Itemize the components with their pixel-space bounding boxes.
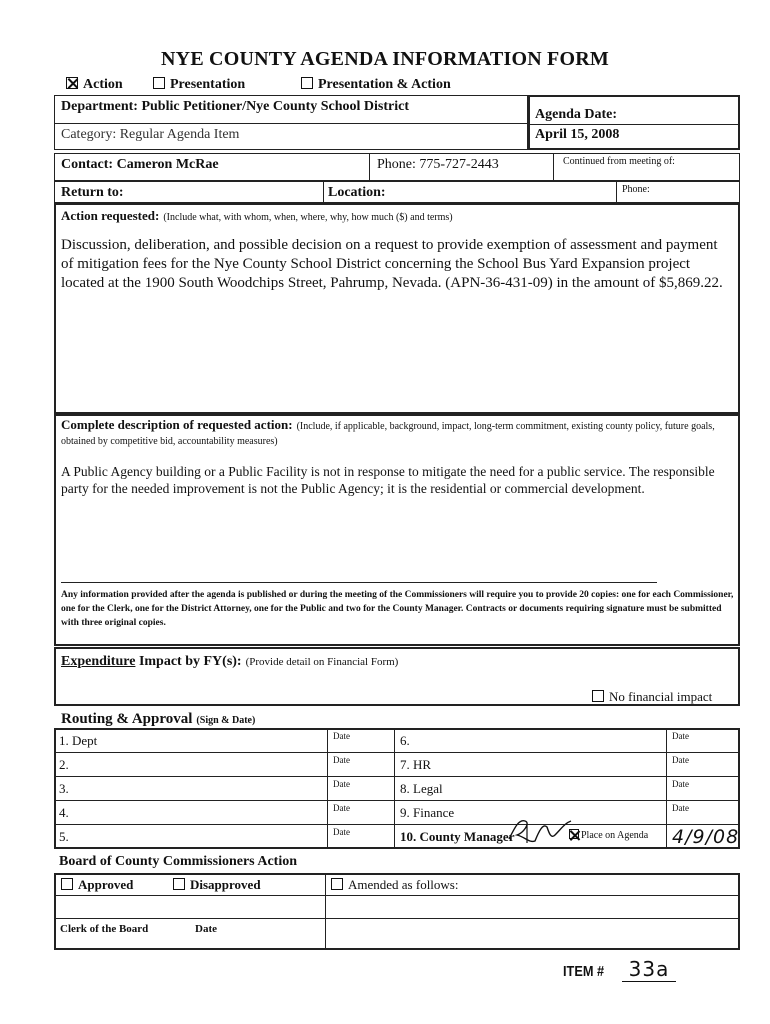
date-label[interactable]: Date <box>333 755 350 765</box>
divider <box>325 873 326 950</box>
divider <box>54 123 530 124</box>
checkbox-icon[interactable] <box>61 878 73 890</box>
agenda-date-value[interactable]: April 15, 2008 <box>535 127 620 142</box>
date-label[interactable]: Date <box>672 755 689 765</box>
agenda-date-label: Agenda Date: <box>535 107 618 122</box>
complete-description-header: Complete description of requested action: (Include, if applicable, background, impact, long-term commitment, existing county policy, future goals, obtained by competitive bid, accountability measures) <box>61 417 715 447</box>
date-label[interactable]: Date <box>333 827 350 837</box>
complete-description-text[interactable]: A Public Agency building or a Public Facility is not in response to mitigate the need for a public service. The responsible party for the needed improvement is not the Public Agency; it is the residential or commercial development. <box>61 464 715 496</box>
divider <box>54 918 740 919</box>
checkbox-checked-icon[interactable] <box>569 829 579 839</box>
expenditure-header: Expenditure Impact by FY(s): (Provide detail on Financial Form) <box>61 654 399 669</box>
divider <box>54 752 740 753</box>
manager-signature-icon <box>505 813 575 849</box>
category-field[interactable]: Category: Regular Agenda Item <box>61 127 240 142</box>
checkbox-icon[interactable] <box>331 878 343 890</box>
divider <box>54 824 740 825</box>
action-requested-header: Action requested: (Include what, with whom, when, where, why, how much ($) and terms) <box>61 208 453 223</box>
clerk-label: Clerk of the Board <box>60 923 149 935</box>
clerk-date-label: Date <box>195 923 217 935</box>
return-to-field[interactable]: Return to: <box>61 185 124 200</box>
date-label[interactable]: Date <box>333 731 350 741</box>
divider <box>327 728 328 849</box>
approved-option[interactable]: Approved <box>61 877 133 893</box>
divider <box>323 181 324 203</box>
divider <box>527 124 740 125</box>
option-action[interactable]: Action <box>66 77 123 93</box>
action-requested-text[interactable]: Discussion, deliberation, and possible decision on a request to provide exemption of assessment and payment of mitigation fees for the Nye County School District concerning the School Bus Yard Expansion project located at the 1900 South Woodchips Street, Pahrump, Nevada. (APN-36-431-09) in the amount of $5,869.22. <box>61 237 723 291</box>
place-on-agenda[interactable]: Place on Agenda <box>569 829 648 841</box>
copies-notice: Any information provided after the agenda is published or during the meeting of the Commissioners will require you to provide 20 copies: one for each Commissioner, one for the Clerk, one for the District Attorney, one for the Public and two for the County Manager. Contracts or documents requiring signature must be submitted with three original copies. <box>61 590 734 628</box>
item-number[interactable]: 33a <box>622 957 676 982</box>
routing-cell[interactable]: 2. <box>59 757 69 772</box>
divider <box>369 153 370 181</box>
routing-cell[interactable]: 8. Legal <box>400 781 443 796</box>
phone2-field[interactable]: Phone: <box>622 184 650 195</box>
routing-header: Routing & Approval (Sign & Date) <box>61 711 256 727</box>
divider <box>666 728 667 849</box>
option-presentation-action[interactable]: Presentation & Action <box>301 77 451 93</box>
routing-cell-county-manager[interactable]: 10. County Manager <box>400 829 515 844</box>
divider <box>54 800 740 801</box>
routing-cell[interactable]: 3. <box>59 781 69 796</box>
contact-field[interactable]: Contact: Cameron McRae <box>61 157 219 172</box>
department-field[interactable]: Department: Public Petitioner/Nye County School District <box>61 99 409 114</box>
phone-field[interactable]: Phone: 775-727-2443 <box>377 157 499 172</box>
checkbox-icon[interactable] <box>173 878 185 890</box>
date-label[interactable]: Date <box>333 803 350 813</box>
routing-cell[interactable]: 6. <box>400 733 410 748</box>
checkbox-icon[interactable] <box>301 77 313 89</box>
date-label[interactable]: Date <box>672 731 689 741</box>
location-field[interactable]: Location: <box>328 185 386 200</box>
action-requested-box <box>54 203 740 414</box>
divider <box>394 728 395 849</box>
checkbox-icon[interactable] <box>592 690 604 702</box>
divider <box>616 181 617 203</box>
divider <box>553 153 554 181</box>
date-label[interactable]: Date <box>333 779 350 789</box>
disapproved-option[interactable]: Disapproved <box>173 877 261 893</box>
checkbox-checked-icon[interactable] <box>66 77 78 89</box>
no-financial-impact[interactable]: No financial impact <box>592 689 712 705</box>
board-title: Board of County Commissioners Action <box>59 854 298 869</box>
routing-cell[interactable]: 7. HR <box>400 757 432 772</box>
routing-cell[interactable]: 5. <box>59 829 69 844</box>
amended-option[interactable]: Amended as follows: <box>331 877 458 893</box>
checkbox-icon[interactable] <box>153 77 165 89</box>
routing-cell[interactable]: 9. Finance <box>400 805 455 820</box>
routing-cell[interactable]: 1. Dept <box>59 733 98 748</box>
divider <box>61 582 657 583</box>
option-presentation[interactable]: Presentation <box>153 77 245 93</box>
item-label: ITEM # <box>563 963 605 980</box>
continued-from-label[interactable]: Continued from meeting of: <box>563 156 675 167</box>
divider <box>54 776 740 777</box>
routing-cell[interactable]: 4. <box>59 805 69 820</box>
form-title: NYE COUNTY AGENDA INFORMATION FORM <box>161 48 609 70</box>
manager-date-handwritten[interactable]: 4/9/08 <box>672 826 740 848</box>
date-label[interactable]: Date <box>672 779 689 789</box>
divider <box>54 895 740 896</box>
date-label[interactable]: Date <box>672 803 689 813</box>
